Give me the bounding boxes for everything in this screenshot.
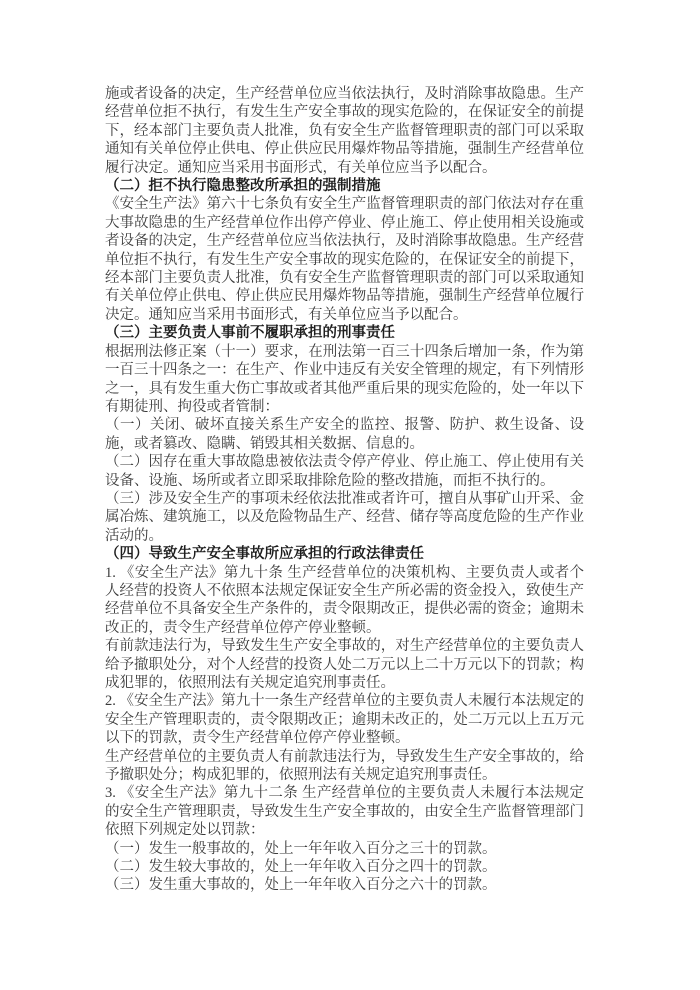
paragraph: （三）发生重大事故的，处上一年年收入百分之六十的罚款。 xyxy=(105,877,497,894)
paragraph: （二）因存在重大事故隐患被依法责令停产停业、停止施工、停止使用有关设备、设施、场所或者立即采取排除危险的整改措施，而拒不执行的。 xyxy=(105,454,584,489)
paragraph: 根据刑法修正案（十一）要求，在刑法第一百三十四条后增加一条，作为第一百三十四条之一：在生产、作业中违反有关安全管理的规定，有下列情形之一，具有发生重大伤亡事故或者其他严重后果的现实危险的，处一年以下有期徒刑、拘役或者管制： xyxy=(105,343,584,415)
paragraph: 1. 《安全生产法》第九十条 生产经营单位的决策机构、主要负责人或者个人经营的投资人不依照本法规定保证安全生产所必需的资金投入，致使生产经营单位不具备安全生产条件的，责令限期改正，提供必需的资金；逾期未改正的，责令生产经营单位停产停业整顿。 xyxy=(105,564,584,636)
paragraph: （三）涉及安全生产的事项未经依法批准或者许可，擅自从事矿山开采、金属冶炼、建筑施工，以及危险物品生产、经营、储存等高度危险的生产作业活动的。 xyxy=(105,490,584,544)
paragraph: （二）发生较大事故的，处上一年年收入百分之四十的罚款。 xyxy=(105,859,497,876)
section-heading: （三）主要负责人事前不履职承担的刑事责任 xyxy=(105,325,395,342)
paragraph: （一）关闭、破坏直接关系生产安全的监控、报警、防护、救生设备、设施，或者篡改、隐瞒、销毁其相关数据、信息的。 xyxy=(105,417,584,452)
paragraph: 《安全生产法》第六十七条负有安全生产监督管理职责的部门依法对存在重大事故隐患的生产经营单位作出停产停业、停止施工、停止使用相关设施或者设备的决定，生产经营单位应当依法执行，及时消除事故隐患。生产经营单位拒不执行，有发生生产安全事故的现实危险的，在保证安全的前提下，经本部门主要负责人批准，负有安全生产监督管理职责的部门可以采取通知有关单位停止供电、停止供应民用爆炸物品等措施，强制生产经营单位履行决定。通知应当采用书面形式，有关单位应当予以配合。 xyxy=(105,196,584,323)
paragraph: （一）发生一般事故的，处上一年年收入百分之三十的罚款。 xyxy=(105,840,497,857)
paragraph: 2. 《安全生产法》第九十一条生产经营单位的主要负责人未履行本法规定的安全生产管理职责的，责令限期改正；逾期未改正的，处二万元以上五万元以下的罚款，责令生产经营单位停产停业整顿。 xyxy=(105,693,584,747)
paragraph: 有前款违法行为，导致发生生产安全事故的，对生产经营单位的主要负责人给予撤职处分，对个人经营的投资人处二万元以上二十万元以下的罚款；构成犯罪的，依照刑法有关规定追究刑事责任。 xyxy=(105,638,584,691)
paragraph: 3. 《安全生产法》第九十二条 生产经营单位的主要负责人未履行本法规定的安全生产管理职责，导致发生生产安全事故的，由安全生产监督管理部门依照下列规定处以罚款： xyxy=(105,785,584,839)
paragraph: 施或者设备的决定，生产经营单位应当依法执行，及时消除事故隐患。生产经营单位拒不执行，有发生生产安全事故的现实危险的，在保证安全的前提下，经本部门主要负责人批准，负有安全生产监督管理职责的部门可以采取通知有关单位停止供电、停止供应民用爆炸物品等措施，强制生产经营单位履行决定。通知应当采用书面形式，有关单位应当予以配合。 xyxy=(105,86,584,176)
paragraph: 生产经营单位的主要负责人有前款违法行为，导致发生生产安全事故的，给予撤职处分；构成犯罪的，依照刑法有关规定追究刑事责任。 xyxy=(105,748,584,784)
section-heading: （四）导致生产安全事故所应承担的行政法律责任 xyxy=(105,546,424,563)
document-content xyxy=(105,85,584,895)
section-heading: （二）拒不执行隐患整改所承担的强制措施 xyxy=(105,178,381,195)
